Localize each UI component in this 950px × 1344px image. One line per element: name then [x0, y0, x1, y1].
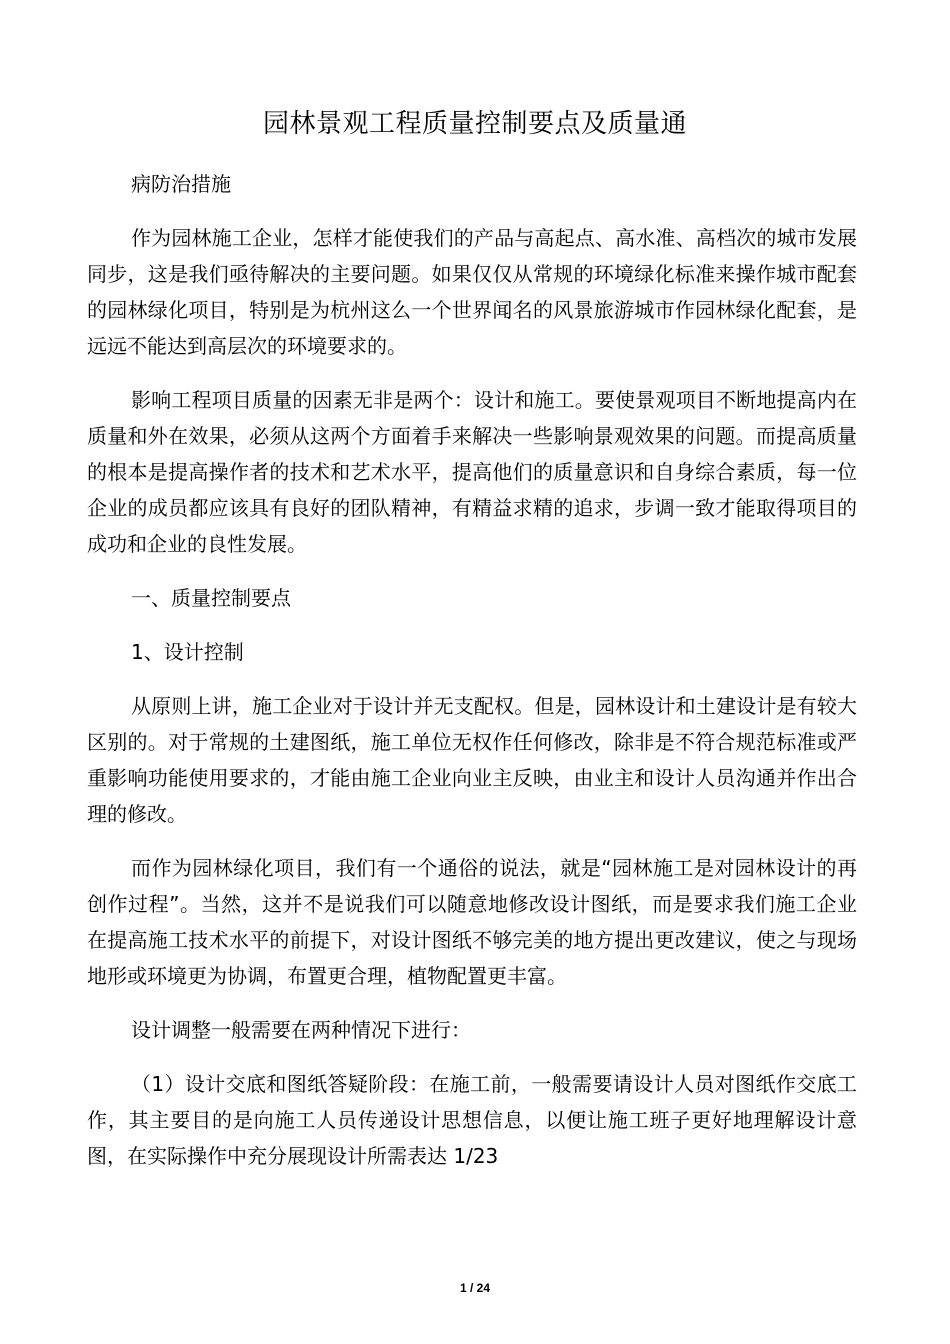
paragraph-title-continuation: 病防治措施 — [131, 172, 231, 196]
section-heading-quality-control: 一、质量控制要点 — [131, 586, 291, 610]
paragraph-intro: 作为园林施工企业，怎样才能使我们的产品与高起点、高水准、高档次的城市发展同步，这是我们亟待解决的主要问题。如果仅仅从常规的环境绿化标准来操作城市配套的园林绿化项目，特别是为杭州这么一个世界闻名的风景旅游城市作园林绿化配套，是远远不能达到高层次的环境要求的。 — [87, 226, 857, 358]
page-number: 1 / 24 — [459, 1281, 491, 1295]
paragraph-design-adjustment: 设计调整一般需要在两种情况下进行： — [131, 1018, 471, 1042]
paragraph-recreation-process: 而作为园林绿化项目，我们有一个通俗的说法，就是“园林施工是对园林设计的再创作过程”。当然，这并不是说我们可以随意地修改设计图纸，而是要求我们施工企业在提高施工技术水平的前提下，对设计图纸不够完美的地方提出更改建议，使之与现场地形或环境更为协调，布置更合理，植物配置更丰富。 — [87, 856, 857, 988]
document-body — [87, 166, 857, 1192]
paragraph-quality-factors: 影响工程项目质量的因素无非是两个：设计和施工。要使景观项目不断地提高内在质量和外在效果，必须从这两个方面着手来解决一些影响景观效果的问题。而提高质量的根本是提高操作者的技术和艺术水平，提高他们的质量意识和自身综合素质，每一位企业的成员都应该具有良好的团队精神，有精益求精的追求，步调一致才能取得项目的成功和企业的良性发展。 — [87, 388, 857, 556]
paragraph-design-principle: 从原则上讲，施工企业对于设计并无支配权。但是，园林设计和土建设计是有较大区别的。对于常规的土建图纸，施工单位无权作任何修改，除非是不符合规范标准或严重影响功能使用要求的，才能由施工企业向业主反映，由业主和设计人员沟通并作出合理的修改。 — [87, 694, 857, 826]
document-title: 园林景观工程质量控制要点及质量通 — [262, 109, 687, 139]
paragraph-design-briefing: （1）设计交底和图纸答疑阶段：在施工前，一般需要请设计人员对图纸作交底工作，其主要目的是向施工人员传递设计思想信息，以便让施工班子更好地理解设计意图，在实际操作中充分展现设计所需表达 1/23 — [87, 1072, 857, 1168]
subsection-heading-design-control: 1、设计控制 — [131, 640, 244, 664]
